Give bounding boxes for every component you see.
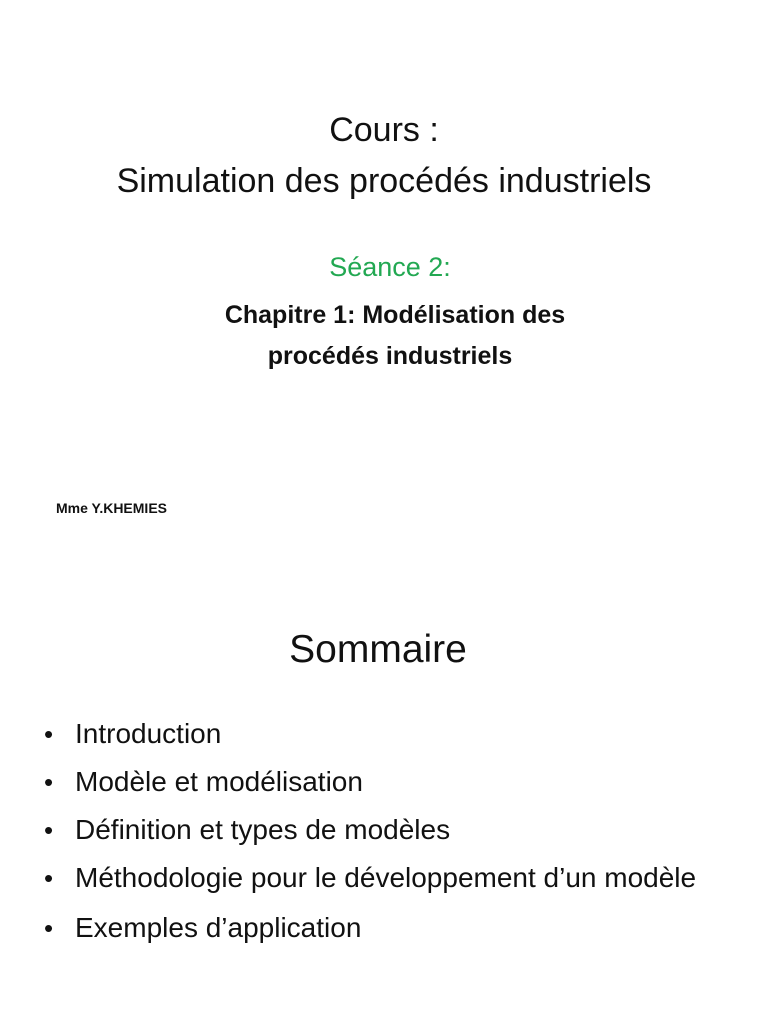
chapter-title-line-2: procédés industriels — [267, 342, 513, 370]
summary-item-label: Méthodologie pour le développement d’un modèle — [75, 862, 697, 893]
summary-item-model — [44, 763, 744, 801]
summary-item-examples — [44, 909, 744, 947]
summary-item-label: Introduction — [75, 718, 222, 749]
summary-slide — [0, 575, 768, 1024]
course-title: Simulation des procédés industriels — [116, 162, 652, 200]
summary-title: Sommaire — [289, 628, 467, 671]
chapter-title-line-1: Chapitre 1: Modélisation des — [224, 301, 566, 329]
author-name: Mme Y.KHEMIES — [56, 500, 167, 516]
bullet-icon: • — [44, 863, 54, 893]
bullet-icon: • — [44, 767, 54, 797]
bullet-icon: • — [44, 719, 54, 749]
summary-item-introduction — [44, 715, 744, 753]
summary-item-label: Définition et types de modèles — [75, 814, 451, 845]
course-label: Cours : — [329, 111, 439, 149]
summary-item-methodology — [44, 859, 744, 897]
bullet-icon: • — [44, 815, 54, 845]
summary-item-label: Exemples d’application — [75, 912, 362, 943]
session-label: Séance 2: — [329, 252, 451, 282]
summary-item-label: Modèle et modélisation — [75, 766, 363, 797]
summary-list — [44, 715, 744, 957]
bullet-icon: • — [44, 913, 54, 943]
summary-item-definition — [44, 811, 744, 849]
